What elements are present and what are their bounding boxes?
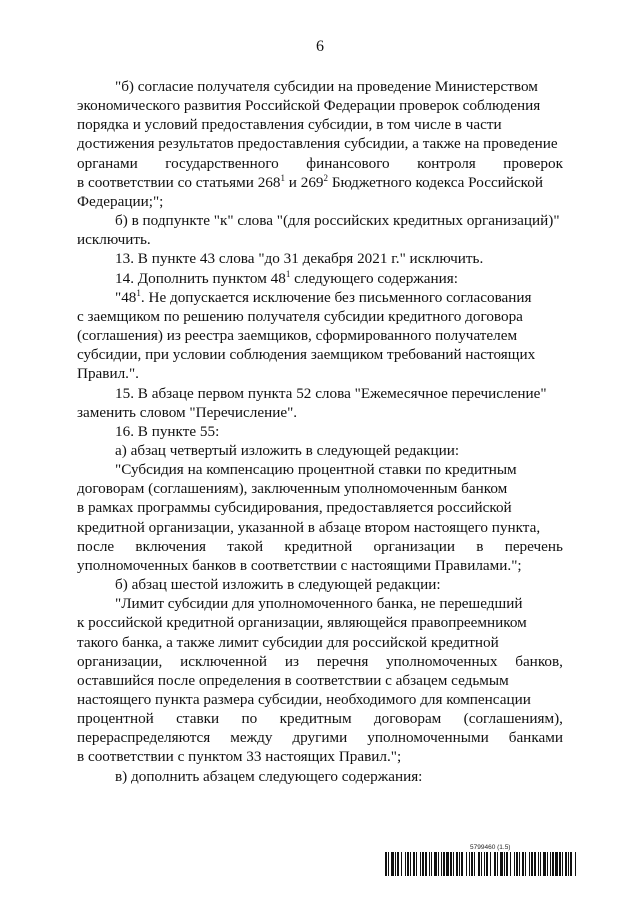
paragraph-subitem-k: б) в подпункте "к" слова "(для российских кредитных организаций)" исключить. xyxy=(77,212,560,249)
paragraph-limit-end: в соответствии с пунктом 33 настоящих Правил."; xyxy=(77,748,402,766)
page-number: 6 xyxy=(316,38,324,55)
paragraph-item-14: 14. Дополнить пунктом $48^1$ следующего содержания: xyxy=(115,268,458,287)
document-body xyxy=(77,77,563,786)
justified-line: организации, исключенной из перечня уполномоченных банков, xyxy=(77,652,563,670)
justified-line: процентной ставки по кредитным договорам (соглашениям), xyxy=(77,710,563,728)
paragraph-item-13: 13. В пункте 43 слова "до 31 декабря 2021 г." исключить. xyxy=(115,250,484,268)
paragraph-consent-end: в соответствии со статьями $268^1$ и $269^2$ Бюджетного кодекса Российской Федерации;"; xyxy=(77,172,544,210)
justified-line: органами государственного финансового контроля проверок xyxy=(77,154,563,172)
justified-line: после включения такой кредитной организации в перечень xyxy=(77,537,563,555)
paragraph-item-16b: б) абзац шестой изложить в следующей редакции: xyxy=(115,576,441,594)
paragraph-item-48-1: "$48^1$. Не допускается исключение без письменного согласования с заемщиком по решению получателя субсидии кредитного договора (соглашения) из реестра заемщиков, сформированного получателем субсидии, при условии соблюдения заемщиком требований настоящих Правил.". xyxy=(77,287,536,383)
paragraph-subsidy-text: "Субсидия на компенсацию процентной ставки по кредитным договорам (соглашениям), заключенным уполномоченным банком в рамках программы субсидирования, предоставляется российской кредитной организации, указанной в абзаце втором настоящего пункта, xyxy=(77,461,541,536)
paragraph-limit-middle: оставшийся после определения в соответствии с абзацем седьмым настоящего пункта размера субсидии, необходимого для компенсации xyxy=(77,671,531,708)
paragraph-item-16: 16. В пункте 55: xyxy=(115,422,220,440)
paragraph-limit-text: "Лимит субсидии для уполномоченного банка, не перешедший к российской кредитной организации, являющейся правопреемником такого банка, а также лимит субсидии для российской кредитной xyxy=(77,595,527,651)
barcode-icon xyxy=(385,852,577,876)
paragraph-item-16c: в) дополнить абзацем следующего содержания: xyxy=(115,767,423,785)
barcode-label: 5799460 (1.5) xyxy=(470,844,511,851)
justified-line: перераспределяются между другими уполномоченными банками xyxy=(77,729,563,747)
paragraph-consent: "б) согласие получателя субсидии на проведение Министерством экономического развития Российской Федерации проверок соблюдения порядка и условий предоставления субсидии, в том числе в части достижения результатов предоставления субсидии, а также на проведение xyxy=(77,78,558,153)
paragraph-item-15: 15. В абзаце первом пункта 52 слова "Ежемесячное перечисление" заменить словом "Перечисление". xyxy=(77,384,547,421)
paragraph-subsidy-end: уполномоченных банков в соответствии с настоящими Правилами."; xyxy=(77,556,522,574)
paragraph-item-16a: а) абзац четвертый изложить в следующей редакции: xyxy=(115,441,460,459)
barcode-block xyxy=(385,843,577,876)
